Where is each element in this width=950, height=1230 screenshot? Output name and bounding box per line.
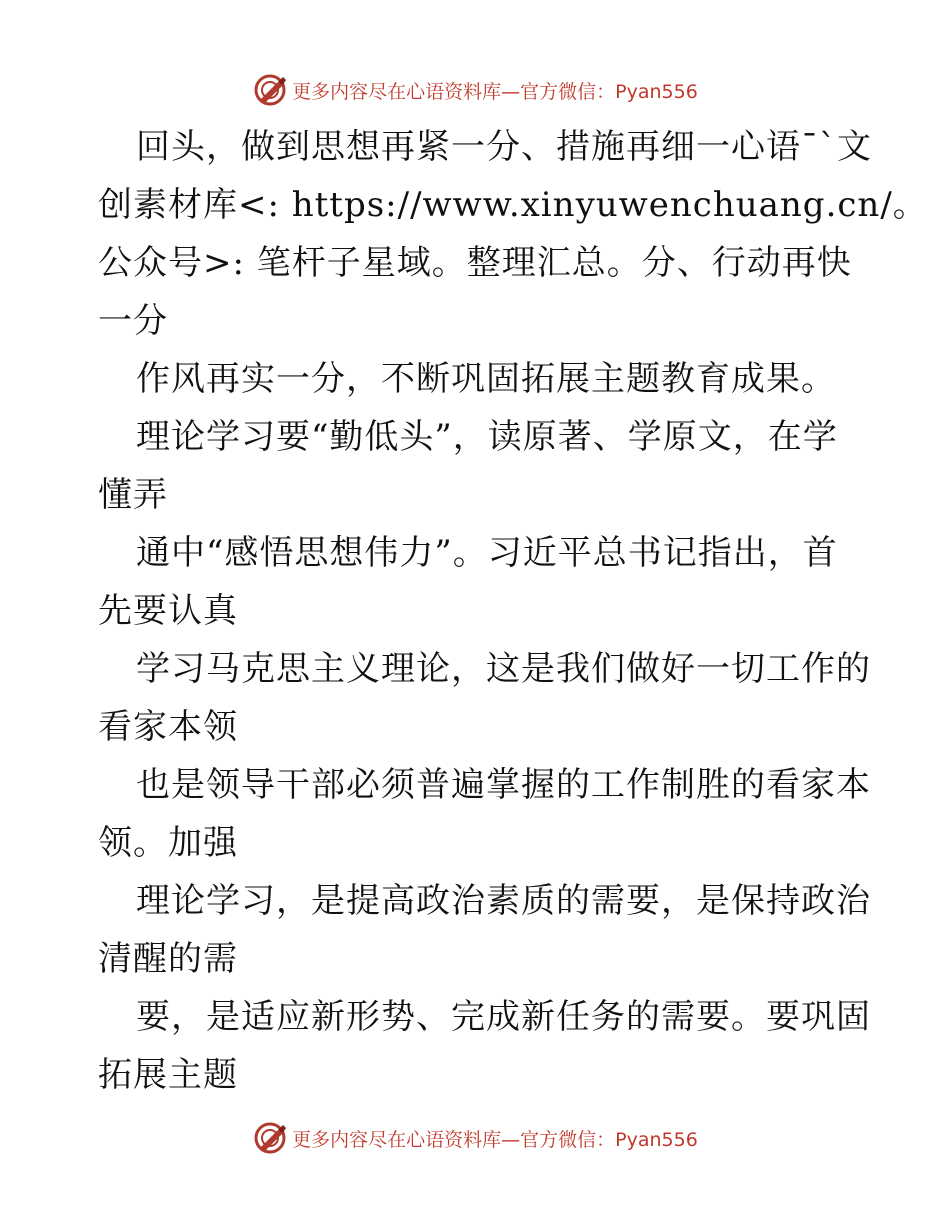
text-line: 要，是适应新形势、完成新任务的需要。要巩固 — [136, 997, 871, 1037]
text-line: 领。加强 — [98, 823, 238, 863]
banner-text — [292, 77, 698, 104]
text-line: 也是领导干部必须普遍掌握的工作制胜的看家本 — [136, 765, 871, 805]
text-line: 懂弄 — [98, 475, 168, 515]
text-line: 回头，做到思想再紧一分、措施再细一心语¯`文 — [136, 127, 872, 167]
text-line: 通中“感悟思想伟力”。习近平总书记指出，首 — [136, 533, 838, 573]
text-line: 学习马克思主义理论，这是我们做好一切工作的 — [136, 649, 871, 689]
footer-banner — [0, 1118, 950, 1158]
text-line: 公众号>: 笔杆子星域。整理汇总。分、行动再快 — [98, 243, 852, 283]
header-banner — [0, 70, 950, 110]
text-line: 一分 — [98, 301, 168, 341]
banner-text — [292, 1125, 698, 1152]
pen-logo-icon — [252, 1120, 288, 1156]
banner-caption: 更多内容尽在心语资料库—官方微信： — [292, 80, 616, 103]
text-line: 作风再实一分，不断巩固拓展主题教育成果。 — [136, 359, 836, 399]
text-line: 先要认真 — [98, 591, 238, 631]
pen-logo-icon — [252, 72, 288, 108]
text-line: 理论学习，是提高政治素质的需要，是保持政治 — [136, 881, 871, 921]
banner-caption: 更多内容尽在心语资料库—官方微信： — [292, 1128, 616, 1151]
document-body — [98, 118, 928, 1104]
text-line: 清醒的需 — [98, 939, 238, 979]
text-line: 创素材库<: https://www.xinyuwenchuang.cn/。 — [98, 185, 928, 225]
text-line: 理论学习要“勤低头”，读原著、学原文，在学 — [136, 417, 838, 457]
banner-wechat-id: Pyan556 — [615, 80, 698, 103]
banner-wechat-id: Pyan556 — [615, 1128, 698, 1151]
text-line: 看家本领 — [98, 707, 238, 747]
text-line: 拓展主题 — [98, 1055, 238, 1095]
